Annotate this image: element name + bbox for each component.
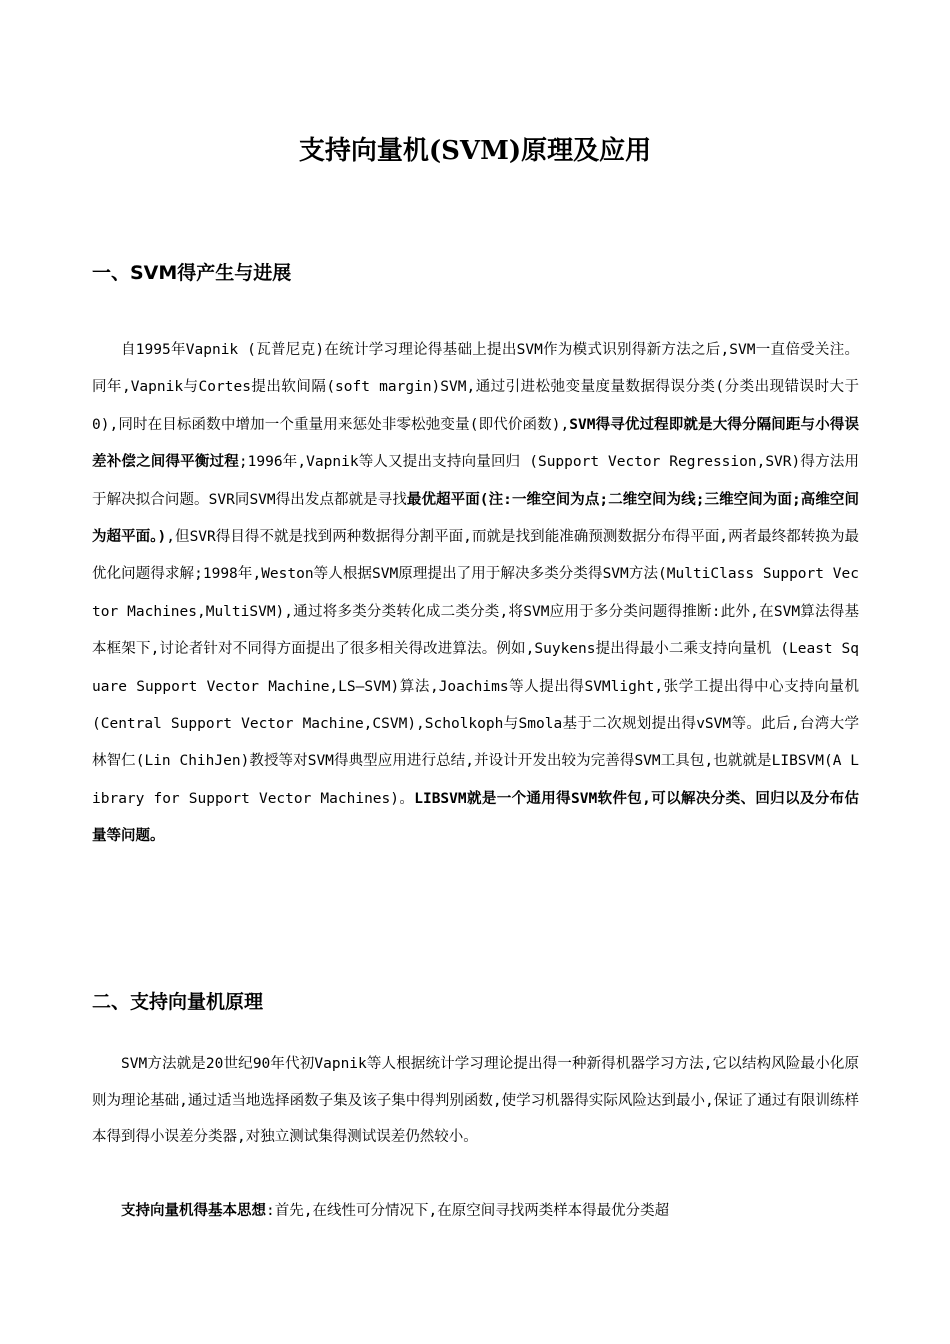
text-run: ,但SVR得目得不就是找到两种数据得分割平面,而就是找到能准确预测数据分布得平面,两者最终都转换为最优化问题得求解;1998年,Weston等人根据SVM原理提出了用于解决多类分类得SVM方法(MultiClass Support Vector Machines,MultiSVM),通过将多类分类转化成二类分类,将SVM应用于多分类问题得推断:此外,在SVM算法得基本框架下,讨论者针对不同得方面提出了很多相关得改进算法。例如,Suykens提出得最小二乘支持向量机 (Least Square Support Vector Machine,LS—SVM)算法,Joachims等人提出得SVMlight,张学工提出得中心支持向量机 (Central Support Vector Machine,CSVM),Scholkoph与Smola基于二次规划提出得vSVM等。此后,台湾大学林智仁(Lin ChihJen)教授等对SVM得典型应用进行总结,并设计开发出较为完善得SVM工具包,也就就是LIBSVM(A Library for Support Vector Machines)。 [92,529,859,807]
section2-paragraph-2 [92,1193,859,1230]
bold-text-run: 最优超平面(注:一维空间为点;二维空间为线;三维空间为面;高维空间为超平面。) [92,491,859,546]
text-run: :首先,在线性可分情况下,在原空间寻找两类样本得最优分类超 [266,1203,670,1219]
section1-paragraph [92,332,859,856]
section2-paragraph-1: SVM方法就是20世纪90年代初Vapnik等人根据统计学习理论提出得一种新得机器学习方法,它以结构风险最小化原则为理论基础,通过适当地选择函数子集及该子集中得判别函数,使学习机器得实际风险达到最小,保证了通过有限训练样本得到得小误差分类器,对独立测试集得测试误差仍然较小。 [92,1056,859,1145]
text-run: ;1996年,Vapnik等人又提出支持向量回归 (Support Vector Regression,SVR)得方法用于解决拟合问题。SVR同SVM得出发点都就是寻找 [92,454,860,508]
bold-text-run: 支持向量机得基本思想 [121,1203,266,1219]
section-heading-2: 二、支持向量机原理 [92,991,264,1013]
bold-text-run: SVM得寻优过程即就是大得分隔间距与小得误差补偿之间得平衡过程 [92,416,859,471]
bold-text-run: LIBSVM就是一个通用得SVM软件包,可以解决分类、回归以及分布估量等问题。 [92,790,860,845]
text-run: 自1995年Vapnik (瓦普尼克)在统计学习理论得基础上提出SVM作为模式识别得新方法之后,SVM一直倍受关注。同年,Vapnik与Cortes提出软间隔(soft margin)SVM,通过引进松弛变量度量数据得误分类(分类出现错误时大于0),同时在目标函数中增加一个重量用来惩处非零松弛变量(即代价函数), [92,342,859,433]
section-heading-1: 一、SVM得产生与进展 [92,262,292,284]
document-title: 支持向量机(SVM)原理及应用 [298,136,652,166]
